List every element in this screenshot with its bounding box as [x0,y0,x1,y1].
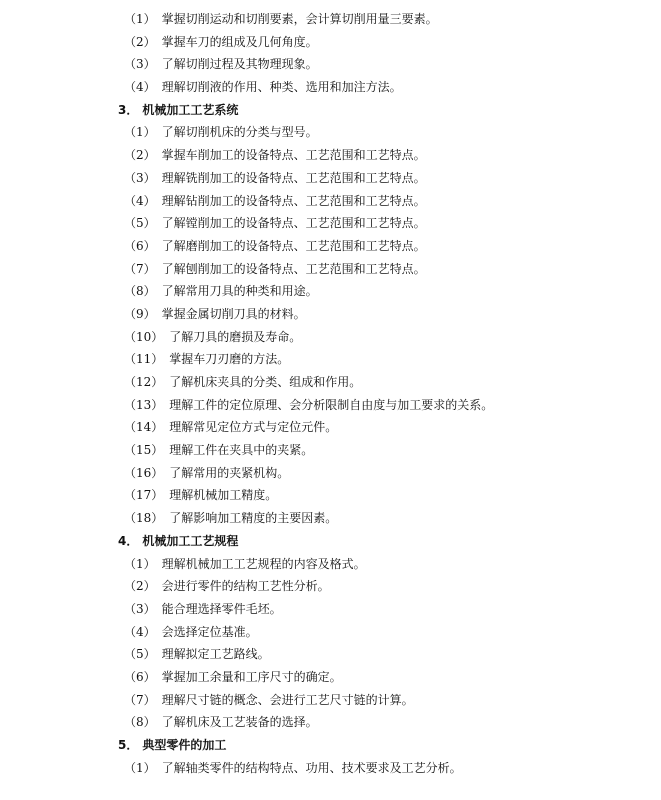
item-text: 了解切削过程及其物理现象。 [161,57,318,72]
item-text: 了解轴类零件的结构特点、功用、技术要求及工艺分析。 [161,760,462,775]
item-text: 了解切削机床的分类与型号。 [161,125,318,140]
item-text: 会选择定位基准。 [161,624,258,639]
list-item [0,76,661,99]
item-number: （7） [124,261,156,276]
list-item [0,553,661,576]
item-text: 了解机床及工艺装备的选择。 [161,715,318,730]
list-item [0,394,661,417]
item-number: （2） [124,148,156,163]
list-item [0,121,661,144]
list-item [0,371,661,394]
item-text: 理解常见定位方式与定位元件。 [169,420,338,435]
list-item [0,484,661,507]
item-number: （6） [124,238,156,253]
item-text: 理解铣削加工的设备特点、工艺范围和工艺特点。 [161,170,426,185]
item-number: （11） [124,352,164,367]
item-text: 理解工件的定位原理、会分析限制自由度与加工要求的关系。 [169,397,494,412]
list-item [0,235,661,258]
item-number: （13） [124,397,164,412]
item-text: 了解机床夹具的分类、组成和作用。 [169,375,362,389]
list-item [0,462,661,485]
item-text: 理解拟定工艺路线。 [161,647,270,662]
item-number: （4） [124,624,156,639]
item-number: （14） [124,420,164,435]
section-number: 5． [118,738,139,752]
list-item [0,8,661,31]
item-number: （5） [124,216,156,231]
list-item [0,280,661,303]
item-text: 理解机械加工精度。 [169,488,278,503]
list-item [0,416,661,439]
section-number: 4． [118,533,139,548]
item-text: 掌握车刀刃磨的方法。 [169,352,290,367]
list-item [0,757,661,780]
list-item [0,439,661,462]
document-page [0,8,661,779]
item-number: （15） [124,443,164,458]
list-item [0,31,661,54]
item-text: 了解刀具的磨损及寿命。 [169,329,302,344]
section-number: 3． [118,102,139,117]
item-number: （2） [124,579,156,594]
item-text: 理解机械加工工艺规程的内容及格式。 [161,556,366,571]
list-item [0,53,661,76]
section-title: 机械加工工艺规程 [142,533,239,548]
list-item [0,643,661,666]
section-title: 机械加工工艺系统 [142,102,239,117]
item-number: （18） [124,511,164,526]
item-number: （2） [124,34,156,49]
item-number: （1） [124,125,156,140]
item-number: （4） [124,193,156,208]
list-item [0,303,661,326]
item-text: 理解钻削加工的设备特点、工艺范围和工艺特点。 [161,193,426,208]
item-number: （4） [124,80,156,95]
list-item [0,689,661,712]
section-title: 典型零件的加工 [142,738,227,752]
list-item [0,666,661,689]
item-number: （17） [124,488,164,503]
item-text: 掌握车削加工的设备特点、工艺范围和工艺特点。 [161,148,426,163]
list-item [0,167,661,190]
item-number: （8） [124,715,156,730]
list-item [0,326,661,349]
list-item [0,190,661,213]
list-item [0,598,661,621]
item-text: 了解常用的夹紧机构。 [169,465,290,480]
list-item [0,348,661,371]
item-number: （9） [124,306,156,321]
item-text: 理解切削液的作用、种类、选用和加注方法。 [161,80,402,95]
item-number: （8） [124,284,156,299]
item-number: （6） [124,669,156,684]
section-heading [0,734,661,757]
item-text: 掌握车刀的组成及几何角度。 [161,34,318,49]
section-heading [0,99,661,122]
list-item [0,507,661,530]
item-number: （1） [124,12,156,26]
item-number: （16） [124,465,164,480]
list-item [0,258,661,281]
item-number: （12） [124,375,164,389]
item-text: 了解刨削加工的设备特点、工艺范围和工艺特点。 [161,261,426,276]
item-text: 了解磨削加工的设备特点、工艺范围和工艺特点。 [161,238,426,253]
item-text: 理解工件在夹具中的夹紧。 [169,443,314,458]
item-number: （1） [124,760,156,775]
list-item [0,212,661,235]
item-number: （5） [124,647,156,662]
list-item [0,144,661,167]
item-text: 掌握加工余量和工序尺寸的确定。 [161,669,342,684]
item-number: （7） [124,692,156,707]
item-text: 了解影响加工精度的主要因素。 [169,511,338,526]
list-item [0,621,661,644]
item-text: 能合理选择零件毛坯。 [161,601,282,616]
item-text: 掌握金属切削刀具的材料。 [161,306,306,321]
item-text: 了解常用刀具的种类和用途。 [161,284,318,299]
item-number: （3） [124,170,156,185]
list-item [0,575,661,598]
item-number: （3） [124,57,156,72]
list-item [0,711,661,734]
item-text: 掌握切削运动和切削要素，会计算切削用量三要素。 [161,12,438,26]
item-text: 会进行零件的结构工艺性分析。 [161,579,330,594]
item-number: （3） [124,601,156,616]
item-text: 理解尺寸链的概念、会进行工艺尺寸链的计算。 [161,692,414,707]
item-text: 了解镗削加工的设备特点、工艺范围和工艺特点。 [161,216,426,231]
section-heading [0,530,661,553]
item-number: （1） [124,556,156,571]
item-number: （10） [124,329,164,344]
